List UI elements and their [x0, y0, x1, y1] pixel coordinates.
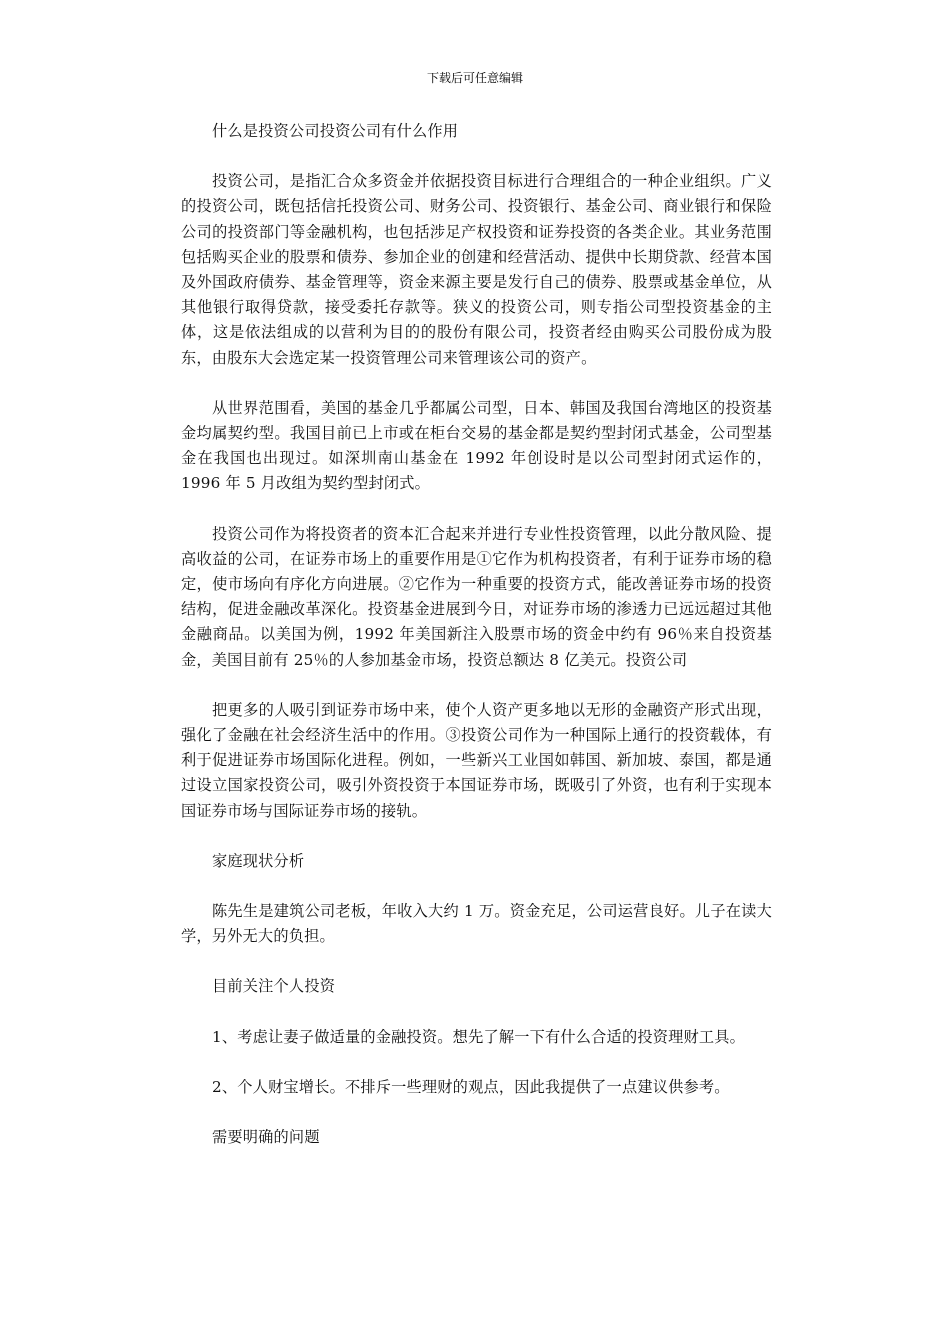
list-item-1: 1、考虑让妻子做适量的金融投资。想先了解一下有什么合适的投资理财工具。 — [212, 1027, 746, 1046]
document-title: 什么是投资公司投资公司有什么作用 — [212, 122, 459, 140]
section-heading-family: 家庭现状分析 — [212, 851, 305, 870]
section-heading-questions: 需要明确的问题 — [212, 1128, 320, 1147]
list-item-2: 2、个人财宝增长。不排斥一些理财的观点，因此我提供了一点建议供参考。 — [212, 1077, 730, 1096]
document-body — [181, 119, 772, 1175]
section-heading-investment: 目前关注个人投资 — [212, 977, 336, 996]
header-note: 下载后可任意编辑 — [426, 71, 523, 85]
paragraph-1: 投资公司，是指汇合众多资金并依据投资目标进行合理组合的一种企业组织。广义的投资公司，既包括信托投资公司、财务公司、投资银行、基金公司、商业银行和保险公司的投资部门等金融机构，也包括涉足产权投资和证券投资的各类企业。其业务范围包括购买企业的股票和债券、参加企业的创建和经营活动、提供中长期贷款、经营本国及外国政府债券、基金管理等，资金来源主要是发行自己的债券、股票或基金单位，从其他银行取得贷款，接受委托存款等。狭义的投资公司，则专指公司型投资基金的主体，这是依法组成的以营利为目的的股份有限公司，投资者经由购买公司股份成为股东，由股东大会选定某一投资管理公司来管理该公司的资产。 — [181, 172, 772, 367]
paragraph-4: 把更多的人吸引到证券市场中来，使个人资产更多地以无形的金融资产形式出现，强化了金融在社会经济生活中的作用。③投资公司作为一种国际上通行的投资载体，有利于促进证券市场国际化进程。例如，一些新兴工业国如韩国、新加坡、泰国，都是通过设立国家投资公司，吸引外资投资于本国证券市场，既吸引了外资，也有利于实现本国证券市场与国际证券市场的接轨。 — [181, 700, 772, 820]
section-text-family: 陈先生是建筑公司老板，年收入大约 1 万。资金充足，公司运营良好。儿子在读大学，另外无大的负担。 — [181, 902, 772, 946]
paragraph-3: 投资公司作为将投资者的资本汇合起来并进行专业性投资管理，以此分散风险、提高收益的公司，在证券市场上的重要作用是①它作为机构投资者，有利于证券市场的稳定，使市场向有序化方向进展。②它作为一种重要的投资方式，能改善证券市场的投资结构，促进金融改革深化。投资基金进展到今日，对证券市场的渗透力已远远超过其他金融商品。以美国为例，1992 年美国新注入股票市场的资金中约有 96％来自投资基金，美国目前有 25％的人参加基金市场，投资总额达 8 亿美元。投资公司 — [181, 524, 772, 669]
paragraph-2: 从世界范围看，美国的基金几乎都属公司型，日本、韩国及我国台湾地区的投资基金均属契约型。我国目前已上市或在柜台交易的基金都是契约型封闭式基金，公司型基金在我国也出现过。如深圳南山基金在 1992 年创设时是以公司型封闭式运作的，1996 年 5 月改组为契约型封闭式。 — [181, 398, 772, 493]
